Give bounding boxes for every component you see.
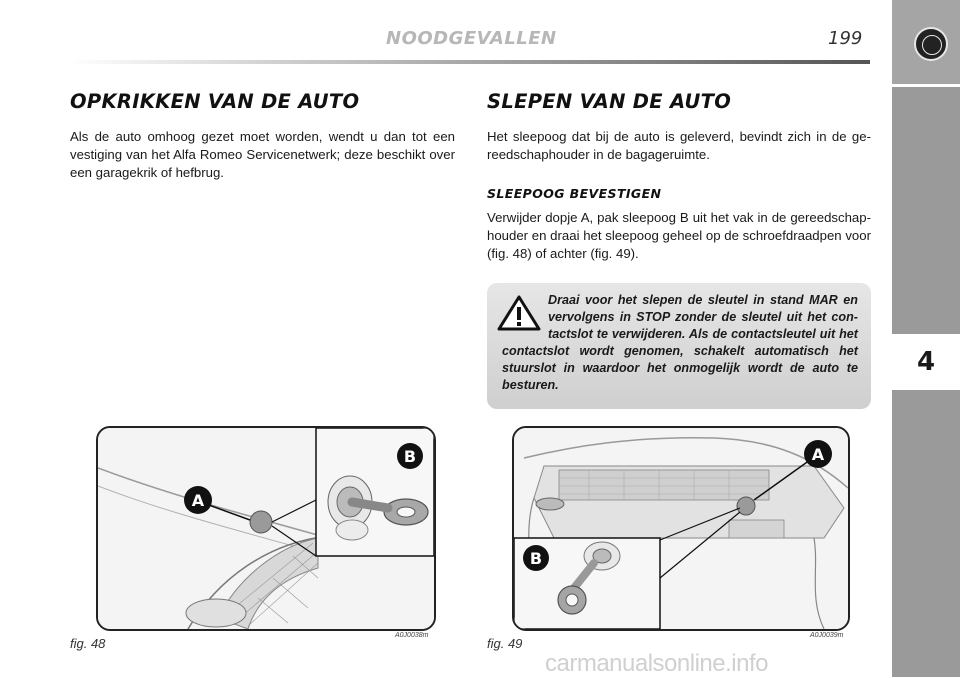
watermark: carmanualsonline.info <box>545 650 768 677</box>
page-number: 199 <box>828 28 863 49</box>
paragraph-jacking: Als de auto omhoog gezet moet worden, wendt u dan tot een vestiging van het Alfa Romeo Servicenetwerk; deze beschikt over een garagekrik of hefbrug. <box>70 129 455 180</box>
figure-48-label-b: B <box>403 447 417 466</box>
warning-text-block <box>502 292 858 394</box>
warning-text: Draai voor het slepen de sleutel in stand MAR en vervolgens in STOP zonder de sleutel uit het con-tactslot te verwijderen. Als de contactsleutel uit het contactslot wordt genomen, schakelt automatisch het stuurslot in waardoor het onmogelijk wordt de auto te besturen. <box>502 293 858 392</box>
chapter-sidebar <box>892 0 960 677</box>
heading-towing: SLEPEN VAN DE AUTO <box>487 90 732 113</box>
paragraph-tow-eye: Verwijder dopje A, pak sleepoog B uit het vak in de gereedschap-houder en draai het sleepoog geheel op de schroefdraadpen voor (fig. 48) of achter (fig. 49). <box>487 210 871 261</box>
figure-48-illustration <box>98 428 434 629</box>
figure-49-label-b: B <box>529 549 543 568</box>
figure-48-code: A0J0038m <box>395 632 429 639</box>
sidebar-separator <box>892 84 960 87</box>
figure-49-caption: fig. 49 <box>487 636 523 651</box>
figure-49-code: A0J0039m <box>810 632 844 639</box>
sidebar-separator <box>892 387 960 390</box>
figure-48-caption: fig. 48 <box>70 636 106 651</box>
figure-48 <box>96 426 436 631</box>
figure-49 <box>512 426 850 631</box>
subheading-tow-eye: SLEEPOOG BEVESTIGEN <box>487 186 662 201</box>
paragraph-towing: Het sleepoog dat bij de auto is geleverd, bevindt zich in de ge-reedschaphouder in de bagageruimte. <box>487 129 871 162</box>
figure-49-label-a: A <box>811 445 825 464</box>
alfa-romeo-logo-icon <box>914 27 948 61</box>
figure-48-label-a: A <box>191 491 205 510</box>
chapter-number: 4 <box>916 347 936 377</box>
header-rule <box>68 60 870 64</box>
figure-49-illustration <box>514 428 848 629</box>
heading-jacking: OPKRIKKEN VAN DE AUTO <box>70 90 360 113</box>
section-title: NOODGEVALLEN <box>386 28 557 49</box>
